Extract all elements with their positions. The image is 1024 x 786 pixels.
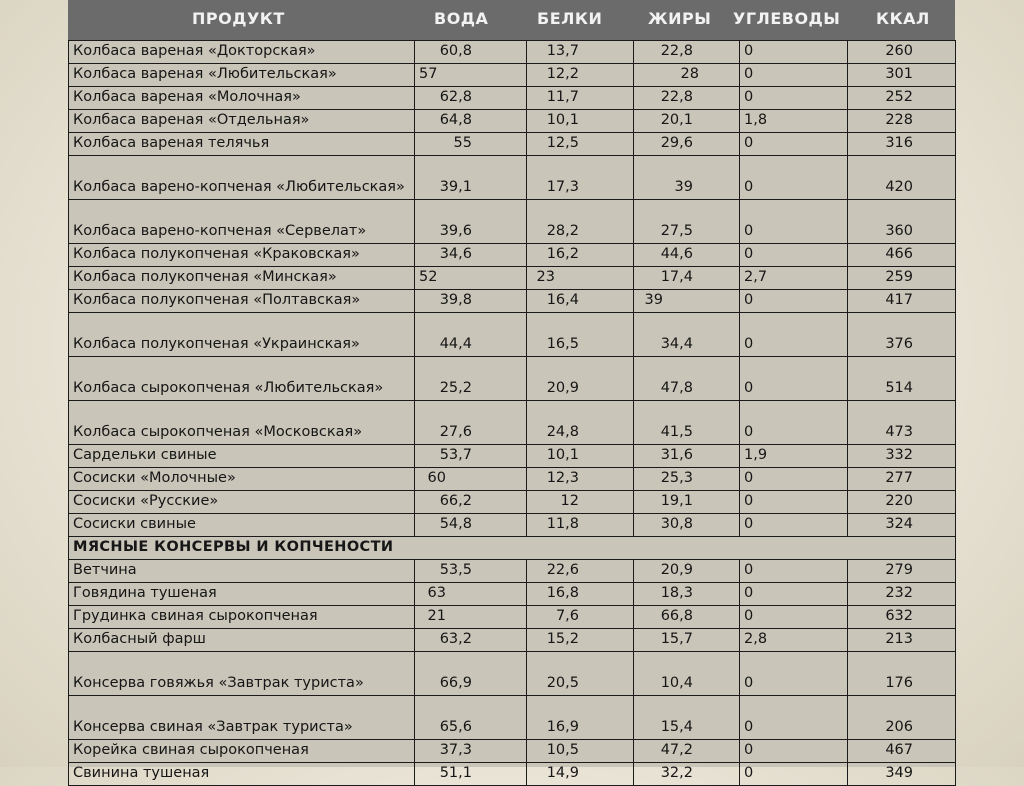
carbs-value: 0 [740, 763, 848, 786]
protein-value: 13,7 [527, 41, 634, 64]
protein-value: 20,5 [527, 652, 634, 696]
kcal-value: 466 [848, 244, 956, 267]
water-value: 37,3 [415, 740, 527, 763]
kcal-value: 220 [848, 491, 956, 514]
carbs-value: 0 [740, 468, 848, 491]
table-row [69, 87, 956, 110]
protein-value: 17,3 [527, 156, 634, 200]
table-row [69, 740, 956, 763]
water-value: 64,8 [415, 110, 527, 133]
fat-value: 32,2 [634, 763, 740, 786]
product-name: Сардельки свиные [69, 445, 415, 468]
kcal-value: 324 [848, 514, 956, 537]
nutrition-table [68, 40, 956, 786]
protein-value: 7,6 [527, 606, 634, 629]
header-product: ПРОДУКТ [192, 9, 285, 28]
product-name: Сосиски свиные [69, 514, 415, 537]
product-name: Колбаса вареная «Отдельная» [69, 110, 415, 133]
protein-value: 20,9 [527, 357, 634, 401]
header-protein: БЕЛКИ [537, 9, 603, 28]
fat-value: 39 [634, 290, 740, 313]
fat-value: 31,6 [634, 445, 740, 468]
product-name: Консерва свиная «Завтрак туриста» [69, 696, 415, 740]
water-value: 63,2 [415, 629, 527, 652]
water-value: 62,8 [415, 87, 527, 110]
carbs-value: 0 [740, 514, 848, 537]
table-row [69, 606, 956, 629]
fat-value: 20,1 [634, 110, 740, 133]
kcal-value: 332 [848, 445, 956, 468]
protein-value: 14,9 [527, 763, 634, 786]
table-row [69, 652, 956, 696]
table-row [69, 401, 956, 445]
protein-value: 16,9 [527, 696, 634, 740]
header-carbs: УГЛЕВОДЫ [733, 9, 841, 28]
table-row [69, 313, 956, 357]
fat-value: 22,8 [634, 41, 740, 64]
water-value: 55 [415, 133, 527, 156]
product-name: Свинина тушеная [69, 763, 415, 786]
table-row [69, 491, 956, 514]
product-name: Сосиски «Молочные» [69, 468, 415, 491]
table-row [69, 244, 956, 267]
fat-value: 22,8 [634, 87, 740, 110]
kcal-value: 259 [848, 267, 956, 290]
fat-value: 39 [634, 156, 740, 200]
table-row [69, 133, 956, 156]
carbs-value: 1,9 [740, 445, 848, 468]
fat-value: 18,3 [634, 583, 740, 606]
protein-value: 12 [527, 491, 634, 514]
water-value: 39,8 [415, 290, 527, 313]
carbs-value: 0 [740, 64, 848, 87]
kcal-value: 213 [848, 629, 956, 652]
water-value: 44,4 [415, 313, 527, 357]
section-row [69, 537, 956, 560]
product-name: Грудинка свиная сырокопченая [69, 606, 415, 629]
kcal-value: 473 [848, 401, 956, 445]
product-name: Корейка свиная сырокопченая [69, 740, 415, 763]
header-kcal: ККАЛ [876, 9, 930, 28]
kcal-value: 349 [848, 763, 956, 786]
product-name: Колбаса сырокопченая «Московская» [69, 401, 415, 445]
table-row [69, 583, 956, 606]
header-water: ВОДА [434, 9, 489, 28]
kcal-value: 228 [848, 110, 956, 133]
carbs-value: 0 [740, 740, 848, 763]
water-value: 53,5 [415, 560, 527, 583]
protein-value: 22,6 [527, 560, 634, 583]
carbs-value: 0 [740, 133, 848, 156]
kcal-value: 232 [848, 583, 956, 606]
fat-value: 41,5 [634, 401, 740, 445]
protein-value: 16,4 [527, 290, 634, 313]
carbs-value: 0 [740, 491, 848, 514]
water-value: 65,6 [415, 696, 527, 740]
product-name: Колбаса сырокопченая «Любительская» [69, 357, 415, 401]
water-value: 66,2 [415, 491, 527, 514]
kcal-value: 514 [848, 357, 956, 401]
water-value: 21 [415, 606, 527, 629]
nutrition-table-sheet [68, 0, 955, 781]
protein-value: 10,1 [527, 445, 634, 468]
fat-value: 66,8 [634, 606, 740, 629]
kcal-value: 279 [848, 560, 956, 583]
fat-value: 17,4 [634, 267, 740, 290]
fat-value: 34,4 [634, 313, 740, 357]
fat-value: 15,4 [634, 696, 740, 740]
carbs-value: 0 [740, 156, 848, 200]
header-fat: ЖИРЫ [648, 9, 712, 28]
fat-value: 25,3 [634, 468, 740, 491]
carbs-value: 0 [740, 606, 848, 629]
protein-value: 23 [527, 267, 634, 290]
protein-value: 11,8 [527, 514, 634, 537]
fat-value: 15,7 [634, 629, 740, 652]
table-row [69, 156, 956, 200]
carbs-value: 0 [740, 583, 848, 606]
table-row [69, 357, 956, 401]
table-row [69, 629, 956, 652]
water-value: 25,2 [415, 357, 527, 401]
fat-value: 19,1 [634, 491, 740, 514]
kcal-value: 301 [848, 64, 956, 87]
water-value: 60,8 [415, 41, 527, 64]
fat-value: 20,9 [634, 560, 740, 583]
water-value: 34,6 [415, 244, 527, 267]
product-name: Сосиски «Русские» [69, 491, 415, 514]
product-name: Колбасный фарш [69, 629, 415, 652]
product-name: Ветчина [69, 560, 415, 583]
carbs-value: 0 [740, 244, 848, 267]
table-row [69, 696, 956, 740]
table-row [69, 514, 956, 537]
carbs-value: 0 [740, 313, 848, 357]
carbs-value: 1,8 [740, 110, 848, 133]
water-value: 60 [415, 468, 527, 491]
kcal-value: 277 [848, 468, 956, 491]
fat-value: 27,5 [634, 200, 740, 244]
table-row [69, 41, 956, 64]
product-name: Колбаса вареная телячья [69, 133, 415, 156]
table-row [69, 560, 956, 583]
product-name: Колбаса вареная «Любительская» [69, 64, 415, 87]
table-row [69, 200, 956, 244]
section-title: МЯСНЫЕ КОНСЕРВЫ И КОПЧЕНОСТИ [69, 537, 956, 560]
table-header [68, 0, 955, 40]
carbs-value: 0 [740, 357, 848, 401]
kcal-value: 632 [848, 606, 956, 629]
product-name: Колбаса вареная «Докторская» [69, 41, 415, 64]
kcal-value: 376 [848, 313, 956, 357]
protein-value: 15,2 [527, 629, 634, 652]
product-name: Колбаса варено-копченая «Сервелат» [69, 200, 415, 244]
protein-value: 10,5 [527, 740, 634, 763]
table-row [69, 468, 956, 491]
carbs-value: 0 [740, 401, 848, 445]
water-value: 52 [415, 267, 527, 290]
fat-value: 47,8 [634, 357, 740, 401]
table-row [69, 64, 956, 87]
kcal-value: 360 [848, 200, 956, 244]
water-value: 27,6 [415, 401, 527, 445]
protein-value: 10,1 [527, 110, 634, 133]
carbs-value: 2,7 [740, 267, 848, 290]
fat-value: 28 [634, 64, 740, 87]
fat-value: 44,6 [634, 244, 740, 267]
protein-value: 12,3 [527, 468, 634, 491]
table-row [69, 763, 956, 786]
protein-value: 24,8 [527, 401, 634, 445]
fat-value: 29,6 [634, 133, 740, 156]
carbs-value: 0 [740, 652, 848, 696]
water-value: 53,7 [415, 445, 527, 468]
carbs-value: 0 [740, 560, 848, 583]
carbs-value: 0 [740, 696, 848, 740]
water-value: 54,8 [415, 514, 527, 537]
fat-value: 10,4 [634, 652, 740, 696]
water-value: 51,1 [415, 763, 527, 786]
carbs-value: 2,8 [740, 629, 848, 652]
protein-value: 12,5 [527, 133, 634, 156]
carbs-value: 0 [740, 290, 848, 313]
table-row [69, 110, 956, 133]
fat-value: 30,8 [634, 514, 740, 537]
table-row [69, 290, 956, 313]
water-value: 39,6 [415, 200, 527, 244]
protein-value: 28,2 [527, 200, 634, 244]
carbs-value: 0 [740, 200, 848, 244]
kcal-value: 176 [848, 652, 956, 696]
kcal-value: 417 [848, 290, 956, 313]
product-name: Консерва говяжья «Завтрак туриста» [69, 652, 415, 696]
kcal-value: 467 [848, 740, 956, 763]
kcal-value: 316 [848, 133, 956, 156]
kcal-value: 260 [848, 41, 956, 64]
protein-value: 16,2 [527, 244, 634, 267]
kcal-value: 420 [848, 156, 956, 200]
table-row [69, 267, 956, 290]
carbs-value: 0 [740, 87, 848, 110]
water-value: 66,9 [415, 652, 527, 696]
table-row [69, 445, 956, 468]
water-value: 39,1 [415, 156, 527, 200]
product-name: Колбаса полукопченая «Краковская» [69, 244, 415, 267]
protein-value: 12,2 [527, 64, 634, 87]
protein-value: 16,8 [527, 583, 634, 606]
protein-value: 11,7 [527, 87, 634, 110]
product-name: Колбаса полукопченая «Украинская» [69, 313, 415, 357]
product-name: Колбаса вареная «Молочная» [69, 87, 415, 110]
fat-value: 47,2 [634, 740, 740, 763]
product-name: Колбаса полукопченая «Минская» [69, 267, 415, 290]
protein-value: 16,5 [527, 313, 634, 357]
water-value: 57 [415, 64, 527, 87]
water-value: 63 [415, 583, 527, 606]
product-name: Колбаса полукопченая «Полтавская» [69, 290, 415, 313]
carbs-value: 0 [740, 41, 848, 64]
product-name: Колбаса варено-копченая «Любительская» [69, 156, 415, 200]
kcal-value: 206 [848, 696, 956, 740]
product-name: Говядина тушеная [69, 583, 415, 606]
kcal-value: 252 [848, 87, 956, 110]
